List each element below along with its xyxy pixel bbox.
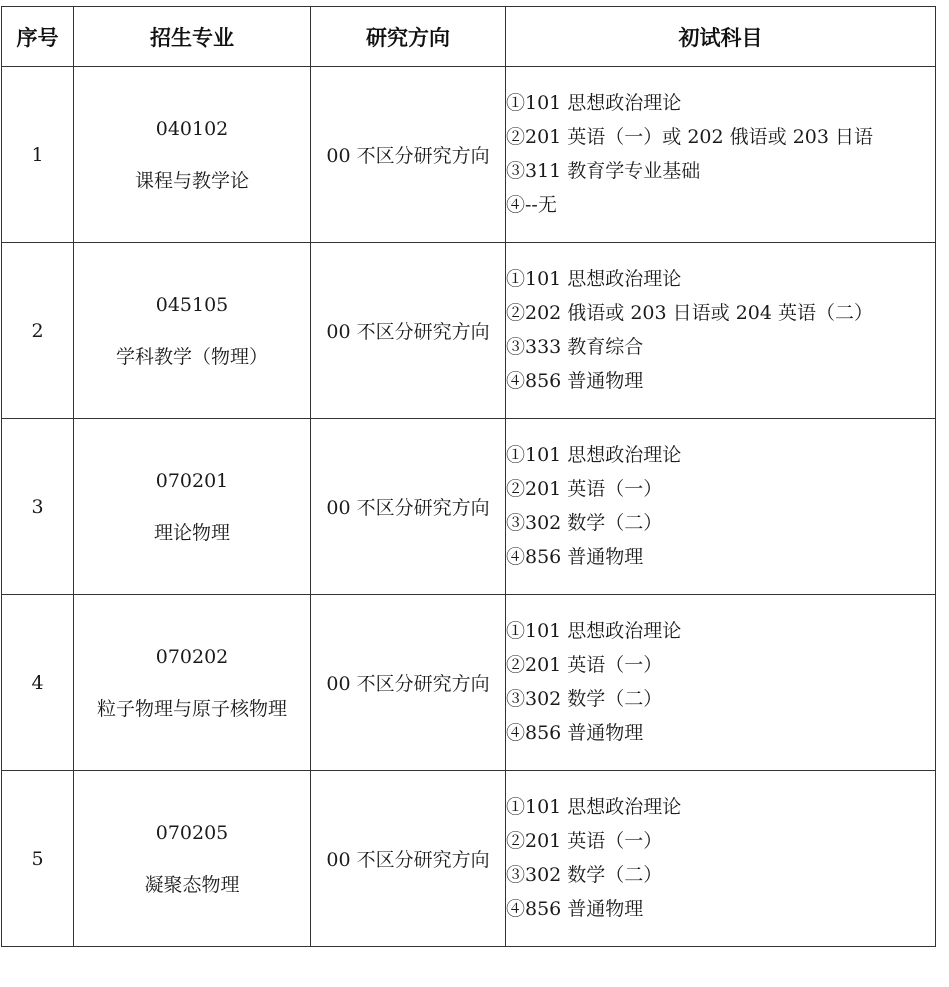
header-major: 招生专业 (74, 7, 311, 67)
major-code: 070202 (155, 645, 229, 668)
exam-subject: ②201 英语（一） (506, 654, 663, 676)
research-direction: 00 不区分研究方向 (311, 419, 506, 595)
exam-subject: ④856 普通物理 (506, 722, 644, 744)
row-number: 5 (2, 771, 74, 947)
row-number: 4 (2, 595, 74, 771)
exam-subject: ②202 俄语或 203 日语或 204 英语（二） (506, 302, 873, 324)
exam-subject: ③302 数学（二） (506, 688, 663, 710)
table-row (2, 595, 936, 771)
exam-subject: ④856 普通物理 (506, 370, 644, 392)
major-code: 070205 (155, 821, 229, 844)
header-row (2, 7, 936, 67)
exam-subject: ①101 思想政治理论 (506, 796, 682, 818)
research-direction: 00 不区分研究方向 (311, 67, 506, 243)
major-name: 学科教学（物理） (115, 345, 268, 368)
exam-subjects-cell (506, 595, 936, 771)
row-number: 3 (2, 419, 74, 595)
exam-subject: ①101 思想政治理论 (506, 444, 682, 466)
major-cell (74, 243, 311, 419)
admissions-table (1, 6, 936, 947)
exam-subject: ④856 普通物理 (506, 898, 644, 920)
major-cell (74, 595, 311, 771)
exam-subject: ③311 教育学专业基础 (506, 160, 701, 182)
exam-subject: ③302 数学（二） (506, 512, 663, 534)
row-number: 2 (2, 243, 74, 419)
header-num: 序号 (2, 7, 74, 67)
exam-subject: ③302 数学（二） (506, 864, 663, 886)
exam-subject: ④856 普通物理 (506, 546, 644, 568)
header-direction: 研究方向 (311, 7, 506, 67)
major-name: 理论物理 (153, 521, 230, 544)
table-row (2, 243, 936, 419)
table-row (2, 67, 936, 243)
exam-subjects-cell (506, 67, 936, 243)
research-direction: 00 不区分研究方向 (311, 243, 506, 419)
research-direction: 00 不区分研究方向 (311, 595, 506, 771)
exam-subjects-cell (506, 771, 936, 947)
exam-subject: ②201 英语（一） (506, 830, 663, 852)
exam-subject: ①101 思想政治理论 (506, 92, 682, 114)
row-number: 1 (2, 67, 74, 243)
major-name: 凝聚态物理 (144, 873, 240, 896)
exam-subject: ②201 英语（一）或 202 俄语或 203 日语 (506, 126, 873, 148)
major-code: 040102 (155, 117, 229, 140)
table-row (2, 419, 936, 595)
major-cell (74, 771, 311, 947)
header-subjects: 初试科目 (506, 7, 936, 67)
major-code: 045105 (155, 293, 229, 316)
major-code: 070201 (155, 469, 229, 492)
exam-subject: ①101 思想政治理论 (506, 268, 682, 290)
major-name: 课程与教学论 (134, 169, 249, 192)
research-direction: 00 不区分研究方向 (311, 771, 506, 947)
exam-subject: ①101 思想政治理论 (506, 620, 682, 642)
major-name: 粒子物理与原子核物理 (96, 697, 287, 720)
exam-subjects-cell (506, 419, 936, 595)
exam-subject: ②201 英语（一） (506, 478, 663, 500)
exam-subject: ③333 教育综合 (506, 336, 644, 358)
major-cell (74, 419, 311, 595)
table-row (2, 771, 936, 947)
exam-subject: ④--无 (506, 194, 557, 216)
exam-subjects-cell (506, 243, 936, 419)
major-cell (74, 67, 311, 243)
